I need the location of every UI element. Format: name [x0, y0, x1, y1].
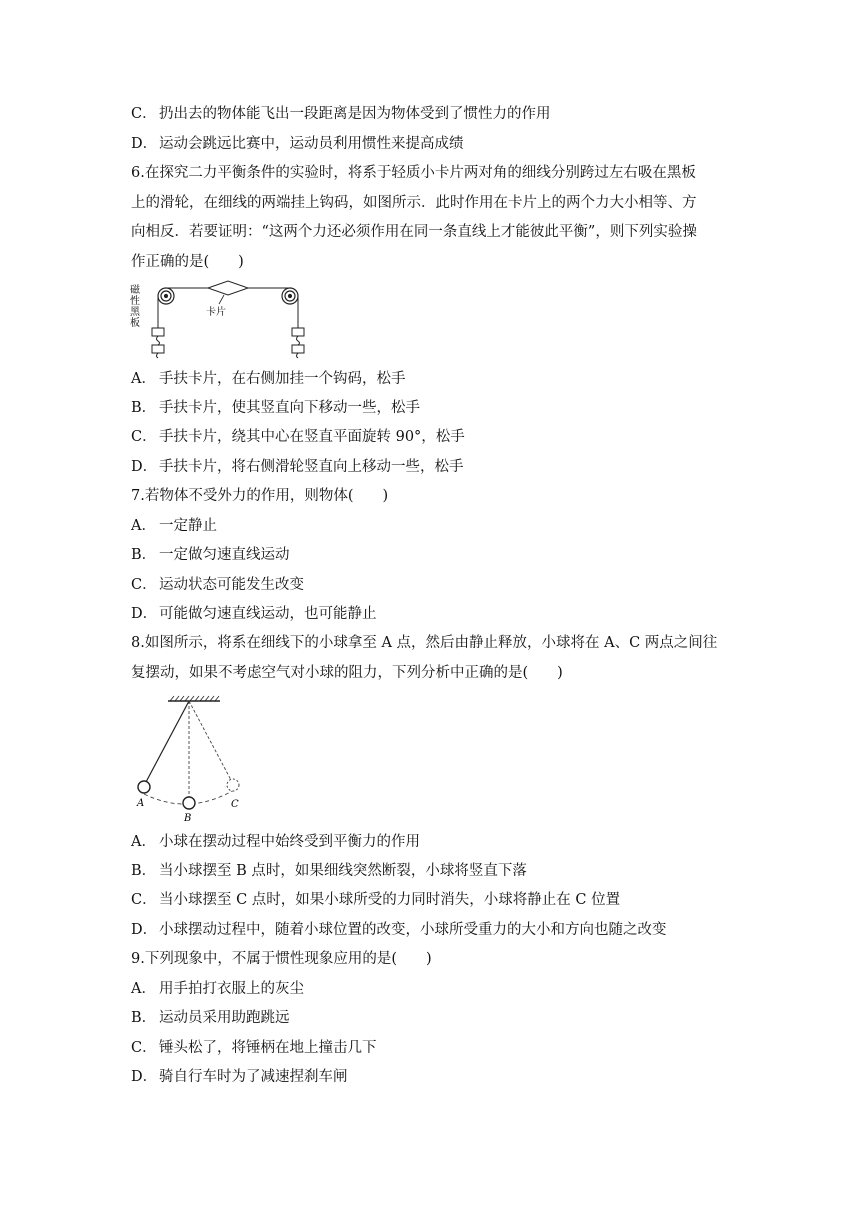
q5-option-c: [131, 104, 731, 124]
q6-stem-line-4: 作正确的是( ): [131, 254, 244, 270]
option-letter: C．: [131, 577, 157, 593]
option-text: 手扶卡片，绕其中心在竖直平面旋转 90°，松手: [159, 429, 465, 445]
q6-option-a: [131, 369, 731, 389]
option-text: 当小球摆至 B 点时，如果细线突然断裂，小球将竖直下落: [159, 863, 527, 879]
q9-stem: 9.下列现象中，不属于惯性现象应用的是( ): [131, 951, 432, 967]
q5-option-d: [131, 134, 731, 154]
card-pointer: [219, 295, 224, 304]
q6-stem-line-2: 上的滑轮，在细线的两端挂上钩码，如图所示．此时作用在卡片上的两个力大小相等、方: [131, 195, 697, 211]
q9-option-a: [131, 979, 731, 999]
option-text: 一定静止: [159, 518, 217, 534]
q6-stem-line-3: 向相反．若要证明：“这两个力还必须作用在同一条直线上才能彼此平衡”，则下列实验操: [131, 224, 697, 240]
q9-option-d: [131, 1067, 731, 1087]
q8-option-a: [131, 832, 731, 852]
option-text: 手扶卡片，使其竖直向下移动一些，松手: [159, 400, 420, 416]
q7-option-b: [131, 545, 731, 565]
card-label: 卡片: [206, 307, 226, 318]
board-label-char: 板: [130, 318, 140, 329]
q6-option-b: [131, 398, 731, 418]
option-letter: C．: [131, 1040, 157, 1056]
q6-option-d: [131, 457, 731, 477]
q9-option-c: [131, 1038, 731, 1058]
option-text: 锤头松了，将锤柄在地上撞击几下: [159, 1040, 377, 1056]
ball-a: [138, 781, 150, 793]
option-letter: C．: [131, 106, 157, 122]
q9-option-b: [131, 1008, 731, 1028]
option-text: 小球摆动过程中，随着小球位置的改变，小球所受重力的大小和方向也随之改变: [159, 922, 667, 938]
q8-stem-line-1: 8.如图所示，将系在细线下的小球拿至 A 点，然后由静止释放，小球将在 A、C 两点之间往: [131, 635, 718, 651]
option-letter: C．: [131, 892, 157, 908]
q8-option-c: [131, 890, 731, 910]
ball-b: [183, 797, 195, 809]
option-text: 一定做匀速直线运动: [159, 547, 290, 563]
pendulum-figure: [132, 694, 254, 822]
q6-option-c: [131, 427, 731, 447]
right-hook-weights: [292, 328, 304, 358]
option-text: 骑自行车时为了减速捏刹车闸: [159, 1069, 348, 1085]
option-text: 手扶卡片，在右侧加挂一个钩码，松手: [159, 371, 406, 387]
ceiling-support: [168, 696, 220, 701]
q7-stem: 7.若物体不受外力的作用，则物体( ): [131, 488, 389, 504]
option-text: 可能做匀速直线运动，也可能静止: [159, 606, 377, 622]
option-letter: B．: [131, 1010, 157, 1026]
option-letter: B．: [131, 547, 157, 563]
option-letter: C．: [131, 429, 157, 445]
option-text: 手扶卡片，将右侧滑轮竖直向上移动一些，松手: [159, 459, 464, 475]
card: [208, 281, 248, 295]
option-letter: D．: [131, 459, 158, 475]
label-a: A: [137, 798, 145, 809]
option-letter: B．: [131, 863, 157, 879]
balance-experiment-figure: [128, 280, 318, 362]
q7-option-a: [131, 516, 731, 536]
option-text: 运动状态可能发生改变: [159, 577, 304, 593]
ball-c: [227, 779, 239, 791]
string-to-a: [146, 701, 189, 782]
q8-option-b: [131, 861, 731, 881]
left-hook-weights: [152, 328, 164, 358]
label-c: C: [231, 799, 239, 810]
q8-stem-line-2: 复摆动，如果不考虑空气对小球的阻力，下列分析中正确的是( ): [131, 665, 563, 681]
option-letter: D．: [131, 606, 158, 622]
option-letter: B．: [131, 400, 157, 416]
string-to-c: [189, 701, 231, 780]
label-b: B: [184, 813, 192, 822]
option-letter: A．: [131, 834, 156, 850]
option-letter: A．: [131, 518, 156, 534]
q8-option-d: [131, 920, 731, 940]
option-text: 运动员采用助跑跳远: [159, 1010, 290, 1026]
q6-stem-line-1: 6.在探究二力平衡条件的实验时，将系于轻质小卡片两对角的细线分别跨过左右吸在黑板: [131, 165, 696, 181]
board-label-char: 黑: [130, 307, 140, 318]
option-text: 扔出去的物体能飞出一段距离是因为物体受到了惯性力的作用: [159, 106, 551, 122]
option-text: 运动会跳远比赛中，运动员利用惯性来提高成绩: [159, 136, 464, 152]
option-letter: A．: [131, 371, 156, 387]
board-label-char: 性: [130, 296, 140, 307]
q7-option-d: [131, 604, 731, 624]
board-label-char: 磁: [130, 285, 140, 296]
option-letter: D．: [131, 922, 158, 938]
left-pulley: [158, 288, 174, 304]
option-text: 当小球摆至 C 点时，如果小球所受的力同时消失，小球将静止在 C 位置: [159, 892, 621, 908]
option-text: 用手拍打衣服上的灰尘: [159, 981, 304, 997]
option-letter: D．: [131, 136, 158, 152]
q7-option-c: [131, 575, 731, 595]
right-pulley: [282, 288, 298, 304]
option-letter: D．: [131, 1069, 158, 1085]
option-letter: A．: [131, 981, 156, 997]
option-text: 小球在摆动过程中始终受到平衡力的作用: [159, 834, 420, 850]
